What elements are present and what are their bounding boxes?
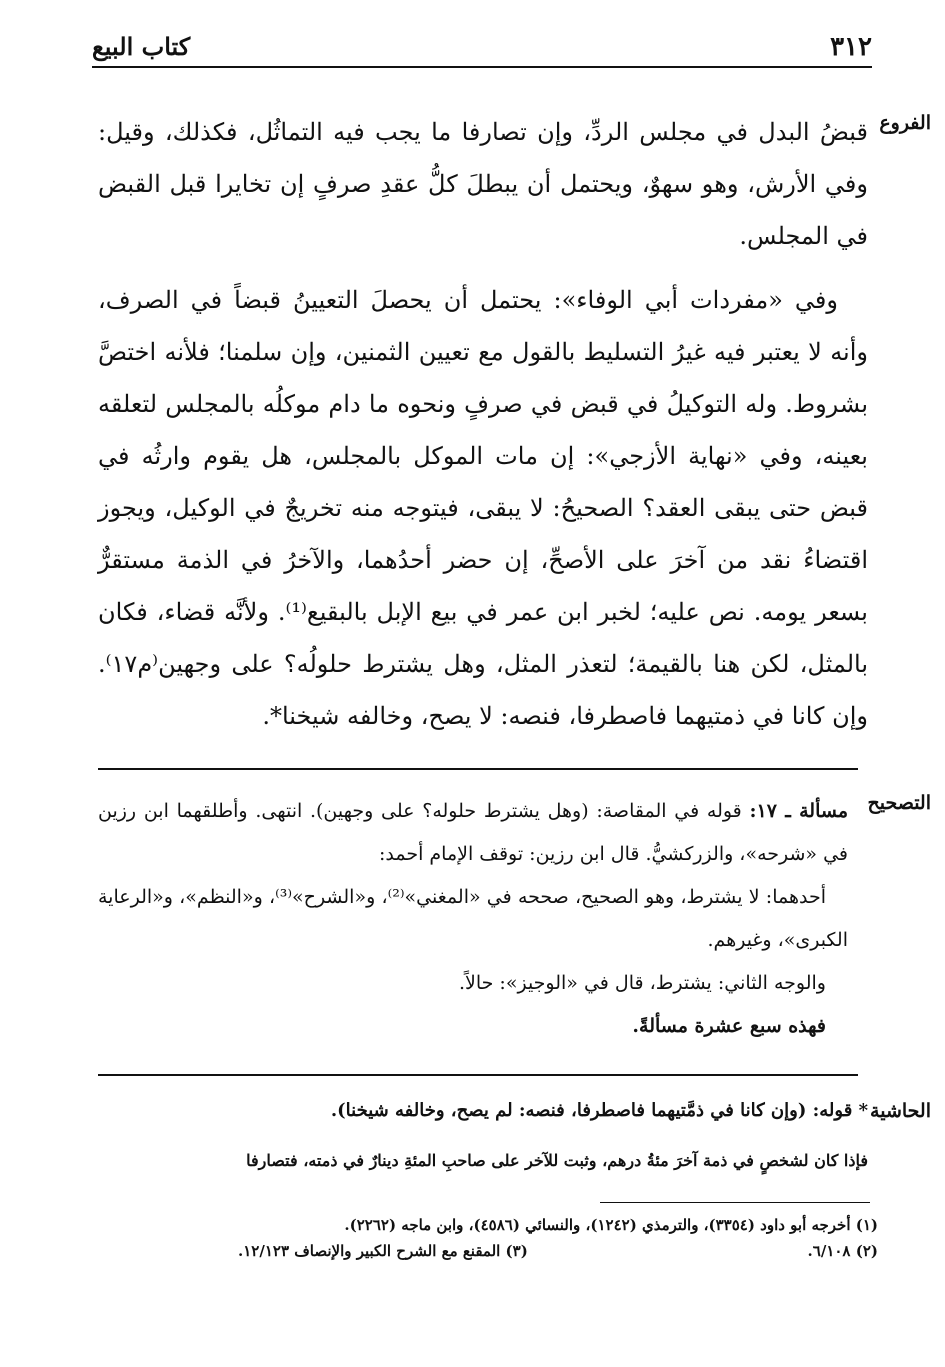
- side-label-furu: الفروع: [879, 112, 931, 134]
- main-paragraph-1: قبضُ البدل في مجلس الردِّ، وإن تصارفا ما يجب فيه التماثُل، فكذلك، وقيل: وفي الأرش، وهو سهوٌ، ويحتمل أن يبطلَ كلُّ عقدِ صرفٍ إن تخايرا قبل القبض في المجلس.: [98, 118, 868, 250]
- side-label-tashih: التصحيح: [867, 792, 931, 814]
- main-paragraph-2: وفي «مفردات أبي الوفاء»: يحتمل أن يحصلَ التعيينُ قبضاً في الصرف، وأنه لا يعتبر فيه غيرُ التسليط بالقول مع تعيين الثمنين، وإن سلمنا؛ فلأنه اختصَّ بشروط. وله التوكيلُ في قبض في صرفٍ ونحوه ما دام موكلُه بالمجلس لتعلقه بعينه، وفي «نهاية الأزجي»: إن مات الموكل بالمجلس، هل يقوم وارثُه في قبض حتى يبقى العقد؟ الصحيحُ: لا يبقى، فيتوجه منه تخريجٌ في الوكيل، ويجوز اقتضاءُ نقد من آخرَ على الأصحِّ، إن حضر أحدُهما، والآخرُ في الذمة مستقرٌّ بسعر يومه. نص عليه؛ لخبر ابن عمر في بيع الإبل بالبقيع⁽¹⁾. ولأنَّه قضاء، فكان بالمثل، لكن هنا بالقيمة؛ لتعذر المثل، وهل يشترط حلولُه؟ على وجهين⁽م١٧⁾. وإن كانا في ذمتيهما فاصطرفا، فنصه: لا يصح، وخالفه شيخنا*.: [98, 286, 869, 730]
- tashih-line-2: أحدهما: لا يشترط، وهو الصحيح، صححه في «المغني»⁽²⁾، و«الشرح»⁽³⁾، و«النظم»، و«الرعاية الكبرى»، وغيرهم.: [98, 886, 848, 951]
- hashiya-main: * قوله: (وإن كانا في ذمَّتيهما فاصطرفا، فنصه: لم يصح، وخالفه شيخنا).: [330, 1100, 868, 1121]
- footnote-row-2: [238, 1238, 878, 1264]
- separator-rule-2: [98, 1074, 858, 1076]
- footnote-1: (١) أخرجه أبو داود (٣٣٥٤)، والترمذي (١٢٤٢)، والنسائي (٤٥٨٦)، وابن ماجه (٢٢٦٢).: [344, 1216, 878, 1234]
- footnote-rule: [600, 1202, 870, 1203]
- footnotes: [98, 1212, 878, 1264]
- tashih-section: [98, 790, 848, 1048]
- tashih-line-4: فهذه سبع عشرة مسألةً.: [632, 1015, 826, 1037]
- side-label-hashiya: الحاشية: [870, 1100, 931, 1122]
- tashih-lead: مسألة ـ ١٧:: [749, 800, 848, 822]
- tashih-line-1-text: قوله في المقاصة: (وهل يشترط حلوله؟ على وجهين). انتهى. وأطلقهما ابن رزين في «شرحه»، والزركشيُّ. قال ابن رزين: توقف الإمام أحمد:: [98, 800, 848, 865]
- page-number: ٣١٢: [830, 32, 872, 62]
- tashih-line-3: والوجه الثاني: يشترط، قال في «الوجيز»: حالاً.: [458, 972, 826, 994]
- main-text: [98, 106, 868, 742]
- separator-rule-1: [98, 768, 858, 770]
- hashiya-section: [98, 1096, 868, 1176]
- running-title: كتاب البيع: [92, 32, 191, 61]
- page-header: [92, 32, 872, 68]
- footnote-3: (٣) المقنع مع الشرح الكبير والإنصاف ١٢/١٢٣.: [238, 1242, 528, 1260]
- hashiya-sub: فإذا كان لشخصٍ في ذمة آخرَ مئةُ درهم، وثبت للآخر على صاحبِ المئةِ دينارٌ في ذمته، فتصارفا: [246, 1151, 868, 1170]
- footnote-2: (٢) ٦/١٠٨.: [807, 1242, 878, 1260]
- tashih-line-1: [98, 790, 848, 876]
